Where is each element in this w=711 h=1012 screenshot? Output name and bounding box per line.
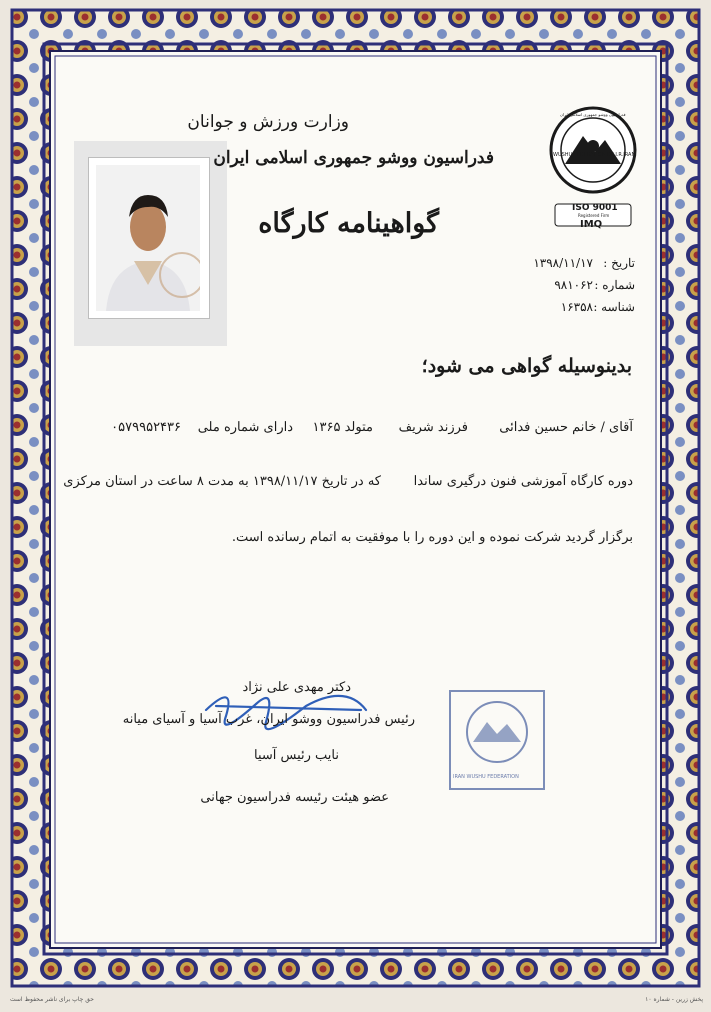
course-name: دوره کارگاه آموزشی فنون درگیری ساندا <box>413 474 633 489</box>
meta-date-value: ۱۳۹۸/۱۱/۱۷ <box>533 256 593 270</box>
national-id-value: ۰۵۷۹۹۵۲۴۳۶ <box>111 420 181 435</box>
signatory-name: دکتر مهدی علی نژاد <box>242 680 351 695</box>
father-name: فرزند شریف <box>398 420 468 435</box>
person-name: آقای / خانم حسین فدائی <box>499 420 633 435</box>
stamp-text: IRAN WUSHU FEDERATION <box>453 774 519 780</box>
national-id-label: دارای شماره ملی <box>197 420 293 435</box>
certificate-title: گواهینامه کارگاه <box>258 208 439 239</box>
footer-publisher: پخش زرین - شماره ۱۰ <box>645 996 703 1003</box>
meta-id-value: ۱۶۳۵۸ <box>560 300 593 314</box>
logo-arc-text: فدراسیون ووشو جمهوری اسلامی ایران <box>560 112 626 117</box>
iso-sub-label: Registered Firm <box>578 213 610 218</box>
meta-number-value: ۹۸۱۰۶۲ <box>554 278 593 292</box>
footer-copyright: حق چاپ برای ناشر محفوظ است <box>10 996 94 1003</box>
signatory-role-1: رئیس فدراسیون ووشو ایران، غرب آسیا و آسیای میانه <box>122 712 415 727</box>
iso-label: ISO 9001 <box>572 203 618 213</box>
certification-intro: بدینوسیله گواهی می شود؛ <box>421 355 632 377</box>
meta-id-label: شناسه : <box>593 300 635 314</box>
course-date-line: که در تاریخ ۱۳۹۸/۱۱/۱۷ به مدت ۸ ساعت در استان مرکزی <box>63 474 381 489</box>
birth-year: متولد ۱۳۶۵ <box>312 420 373 435</box>
signatory-role-3: عضو هیئت رئیسه فدراسیون جهانی <box>200 790 389 805</box>
imq-label: IMQ <box>580 219 603 230</box>
portrait-photo <box>96 165 200 311</box>
closing-line: برگزار گردید شرکت نموده و این دوره را با موفقیت به اتمام رسانده است. <box>231 530 633 545</box>
signatory-role-2: نایب رئیس آسیا <box>253 748 339 763</box>
meta-date-label: تاریخ : <box>603 256 635 270</box>
ministry-title: وزارت ورزش و جوانان <box>187 112 349 132</box>
logo-english-text: WUSHU FEDERATION OF I.R.IRAN <box>553 152 636 158</box>
federation-title: فدراسیون ووشو جمهوری اسلامی ایران <box>213 148 494 168</box>
meta-number-label: شماره : <box>594 278 635 292</box>
